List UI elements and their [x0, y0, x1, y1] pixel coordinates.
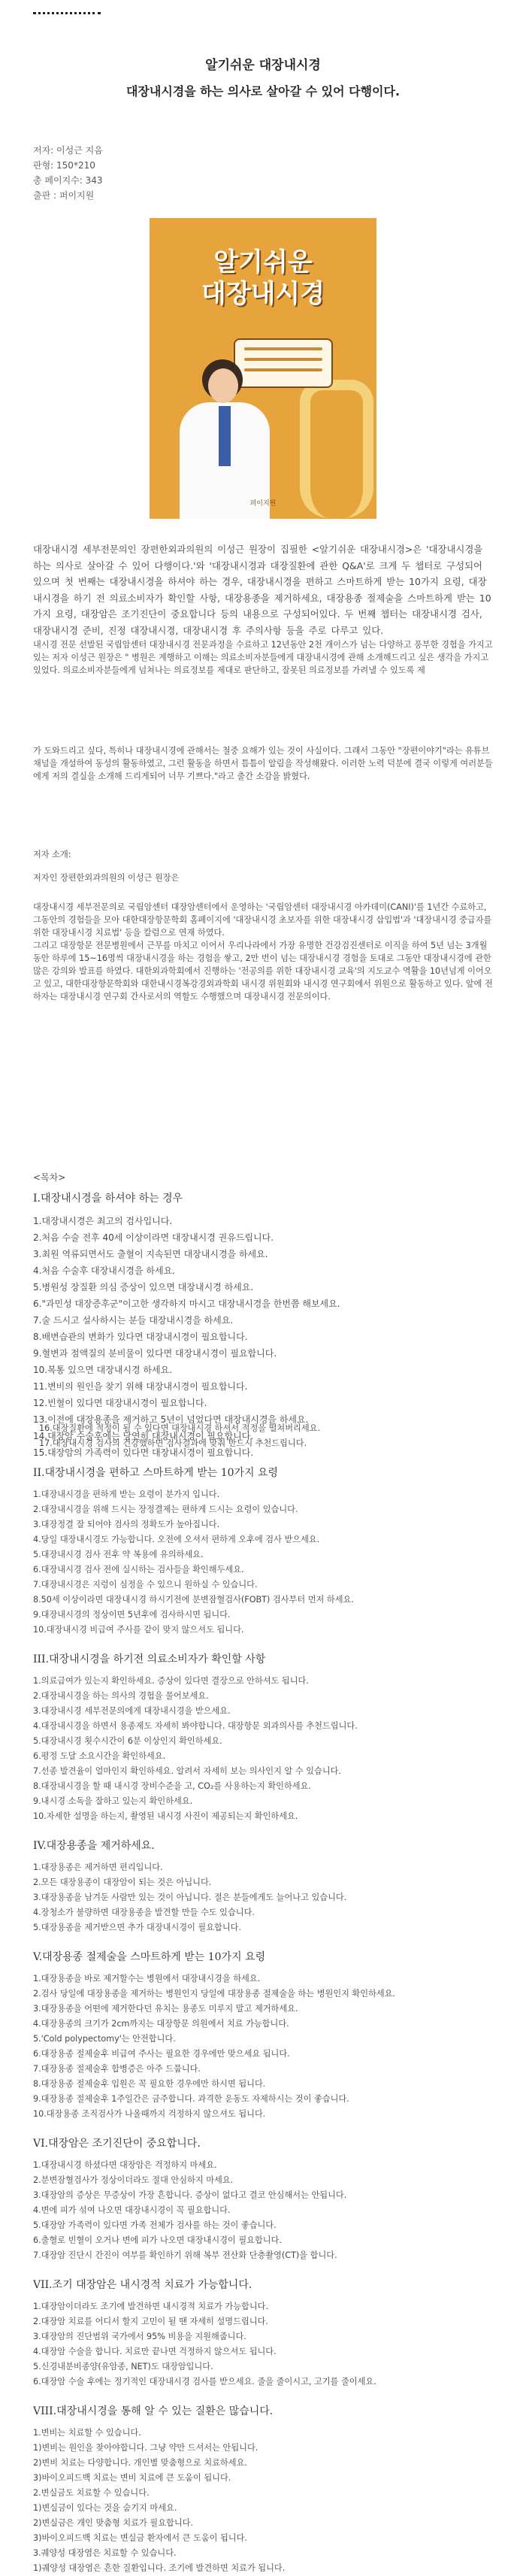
toc-section-title: VI.대장암은 조기진단이 중요합니다.	[33, 2138, 201, 2150]
toc-item: 2.검사 당일에 대장용종을 제거하는 병원인지 당일에 대장용종 절제술을 하는 병원인지 확인하세요.	[33, 1989, 396, 1999]
toc-item: 1.대장용종은 제거하면 편리입니다.	[33, 1862, 163, 1872]
toc-item: 7.대장암 진단시 간진이 여부를 확인하기 위해 복부 전산화 단층촬영(CT)을 합니다.	[33, 2250, 337, 2260]
toc-section-title: III.대장내시경을 하기전 의료소비자가 확인할 사항	[33, 1653, 266, 1665]
author-body-2: 그리고 대장항문 전문병원에서 근무를 마치고 이어서 우리나라에서 가장 유명한 건강검진센터로 이직을 하여 5년 넘는 3개월 동안 하루에 15~16명씩 대장내시경을 하는 경험을 쌓고, 2만 번이 넘는 대장내시경 경험을 토대로 그동안 대장내시경에 관한 많은 강의와 발표를 하였다. 대한외과학회에서 진행하는 '전공의를 위한 대장내시경 교육'의 지도교수 역활을 10년넘게 이어오고 있고, 대한대장항문학회와 대한내시경복강경외과학회 내시경 위원회와 내시경 연구회에서 위원으로 활동하고 있다. 앞에 전하자는 대장내시경 연구회 간사로서의 역할도 수행했으며 대장내시경 전문의이다.	[33, 941, 493, 1002]
toc-item: 9.대장내시경의 정상이면 5년후에 검사하시면 됩니다.	[33, 1610, 231, 1620]
toc-item: 9.대장용종 절제술후 1주일간은 금주합니다. 과격한 운동도 자제하시는 것이 좋습니다.	[33, 2094, 349, 2104]
toc-item: 8.배변습관의 변화가 있다면 대장내시경이 필요합니다.	[33, 1332, 248, 1342]
toc-item: 3.대장용종을 어떤에 제거한다던 유치는 용종도 미루지 말고 제거하세요.	[33, 2004, 298, 2014]
toc-item: 1)변실금이 있다는 것을 숨기지 마세요.	[33, 2503, 177, 2513]
toc-item: 4.변에 피가 섞여 나오면 대장내시경이 꼭 필요합니다.	[33, 2205, 231, 2215]
toc-item: 5.대장내시경 횟수시간이 6분 이상인지 확인하세요.	[33, 1736, 222, 1746]
toc-item: 1.변비는 치료할 수 있습니다.	[33, 2428, 141, 2438]
toc-label: <목차>	[33, 1172, 66, 1183]
toc-item: 5.대장암 가족력이 있다면 가족 전체가 검사를 하는 것이 좋습니다.	[33, 2220, 277, 2230]
author-body: 대장내시경 세부전문의로 국립암센터 대장암센터에서 운영하는 '국립암센터 대장내시경 아카데미(CANI)'를 1년간 수료하고, 그동안의 경험들을 모아 대한대장항문학회 홈페이지에 '대장내시경 초보자를 위한 대장내시경 삽입법'과 '대장내시경 중급자를 위한 대장내시경 치료법' 등을 칼럼으로 연재 하였다.	[33, 902, 492, 938]
toc-item: 6.대장내시경 검사 전에 실시하는 검사들을 확인해두세요.	[33, 1565, 244, 1574]
toc-item: 1.의료급여가 있는지 확인하세요. 증상이 있다면 결장으로 안하셔도 됩니다.	[33, 1676, 309, 1686]
intro-paragraph-2	[33, 744, 493, 783]
cover-title	[150, 247, 376, 310]
cover-publisher: 퍼이지원	[249, 500, 277, 508]
toc-item: 6."과민성 대장증후군"이고한 생각하지 마시고 대장내시경을 한번쯤 해보세요.	[33, 1299, 340, 1309]
toc-item: 2.분변잠혈검사가 정상이더라도 절대 안심하지 마세요.	[33, 2175, 234, 2185]
toc-section-title: VIII.대장내시경을 통해 알 수 있는 질환은 많습니다.	[33, 2405, 274, 2417]
toc-item: 1.대장내시경을 편하게 받는 요령이 분가지 입니다.	[33, 1490, 220, 1499]
toc-item: 7.대장용종 절제술후 합병증은 아주 드뭅니다.	[33, 2064, 201, 2074]
author-line: 저자인 장편한외과의원의 이성근 원장은	[33, 873, 180, 883]
toc-item: 2.대장암 치료를 어디서 할지 고민이 될 땐 자세히 설명드립니다.	[33, 2317, 268, 2326]
toc-item: 1)궤양성 대장염은 흔한 질환입니다. 조기에 발견하면 치료가 됩니다.	[33, 2563, 286, 2573]
toc-section-title: IV.대장용종을 제거하세요.	[33, 1840, 155, 1852]
toc-item: 5.신경내분비종양(유암종, NET)도 대장암입니다.	[33, 2362, 213, 2371]
toc-item: 10.복통 있으면 대장내시경 하세요.	[33, 1365, 173, 1375]
toc-item: 7.술 드시고 설사하시는 분들 대장내시경을 하세요.	[33, 1315, 234, 1326]
book-cover-image	[150, 218, 376, 519]
toc-item: 6.대장용종 절제술후 비급여 주사는 필요한 경우에만 맞으세요 됩니다.	[33, 2049, 290, 2059]
toc-item: 5.대장내시경 검사 전후 약 복용에 유의하세요.	[33, 1550, 204, 1559]
toc-item: 2)변실금은 개인 맞춤형 치료가 필요합니다.	[33, 2518, 193, 2528]
toc-item: 4.당일 대장내시경도 가능합니다. 오전에 오셔서 편하게 오후에 검사 받으세요.	[33, 1535, 320, 1544]
article-heading	[0, 54, 526, 99]
toc-section-1	[33, 1190, 499, 1461]
toc-item: 3)바이오피드백 치료는 변비 치료에 큰 도움이 됩니다.	[33, 2473, 231, 2483]
toc-item: 4.대장암 수술을 합니다. 치료만 끝나면 걱정하지 않으셔도 됩니다.	[33, 2347, 277, 2356]
toc-item: 5.대장용종을 제거받으면 추가 대장내시경이 필요합니다.	[33, 1923, 242, 1932]
toc-item: 8.대장용종 절제술후 입원은 꼭 필요한 경우에만 하시면 됩니다.	[33, 2079, 266, 2089]
article-subtitle: 대장내시경을 하는 의사로 살아갈 수 있어 다행이다.	[125, 84, 401, 98]
toc-item: 8.대장내시경을 할 때 내시경 장비수준을 고, CO₂를 사용하는지 확인하세요.	[33, 1781, 311, 1791]
toc-item: 4.처음 수술후 대장내시경을 하세요.	[33, 1265, 175, 1276]
toc-item: 10.자세한 설명을 하는지, 촬영된 내시경 사진이 제공되는지 확인하세요.	[33, 1811, 298, 1821]
meta-publisher: 출판 : 퍼이지원	[33, 190, 95, 201]
toc-item: 14.대장암 수술후에는 당연히 대장내시경이 필요합니다.	[33, 1431, 254, 1441]
toc-item: 16.대장질환에 적정이 될 수 있다면 대장내시경 하셔서 적정을 떨쳐버리세요.	[39, 1423, 321, 1433]
toc-item: 10.대장내시경 비급여 주사를 같이 맞지 않으셔도 됩니다.	[33, 1625, 244, 1635]
toc-item: 3.궤양성 대장염은 치료할 수 있습니다.	[33, 2548, 177, 2558]
intro-text-1: 대장내시경 세부전문의인 장편한외과의원의 이성근 원장이 집필한 <알기쉬운 대장내시경>은 '대장내시경을 하는 의사로 살아갈 수 있어 다행이다.'와 '대장내시경과 대장질환에 관한 Q&A'로 크게 두 챕터로 구성되어 있으며 첫 번째는 대장내시경을 하셔야 하는 경우, 대장내시경을 편하고 스마트하게 받는 10가지 요령, 대장내시경을 하기 전 의료소비자가 확인할 사항, 대장용종을 제거하세요, 대장용종 절제술을 스마트하게 받는 10가지 요령, 대장암은 조기진단이 중요합니다 등의 내용으로 구성되어있다. 두 번째 챕터는 대장내시경 검사, 대장내시경 준비, 진정 대장내시경, 대장내시경 후 주의사항 등을 주로 다루고 있다.	[33, 544, 491, 636]
toc-item: 3.대장암의 진단범위 국가에서 95% 비용을 지원해줍니다.	[33, 2332, 246, 2341]
toc-item: 6.평정 도달 소요시간을 확인하세요.	[33, 1751, 166, 1761]
cover-title-line-2: 대장내시경	[201, 279, 325, 309]
toc-item: 3.대장용종을 남겨둔 사람만 있는 것이 아닙니다. 절은 분들에게도 늘어나고 있습니다.	[33, 1893, 347, 1902]
toc-item: 2.처음 수술 전후 40세 이상이라면 대장내시경 권유드립니다.	[33, 1232, 274, 1243]
toc-item: 12.빈혈이 있다면 대장내시경이 필요합니다.	[33, 1398, 207, 1408]
intro-text-2: 내시경 전문 선발된 국립암센터 대장내시경 전문과정을 수료하고 12년동안 2천 개이스가 넘는 다양하고 풍부한 경험을 가지고 있는 저자 이성근 원장은 " 병원은 계행하고 이해는 의료소비자분들에게 대장내시경에 관해 소개해드리고 싶은 생각을 가지고 있었다. 의료소비자분들에게 넘쳐나는 의료정보를 제대로 판단하고, 잘못된 의료정보를 가려낼 수 있도록 제	[33, 640, 493, 675]
intro-paragraph	[33, 541, 493, 677]
toc-item: 9.내시경 소독을 잘하고 있는지 확인하세요.	[33, 1796, 193, 1806]
meta-format: 판형: 150*210	[33, 160, 95, 171]
toc-item: 1.대장내시경은 최고의 검사입니다.	[33, 1216, 173, 1226]
toc-item: 10.대장용종 조직검사가 나올때까지 걱정하지 않으셔도 됩니다.	[33, 2109, 266, 2119]
toc-item: 3.대장정결 잘 되어야 검사의 정확도가 높아집니다.	[33, 1520, 220, 1529]
toc-item: 3)바이오피드백 치료는 변실금 환자에서 큰 도움이 됩니다.	[33, 2533, 247, 2543]
toc-item: 7.선종 발견율이 얼마인지 확인하세요. 알려서 자세히 보는 의사인지 알 수 있습니다.	[33, 1766, 341, 1776]
toc-item: 5.병원성 장질환 의심 증상이 있으면 대장내시경 하세요.	[33, 1282, 254, 1293]
toc-item: 8.50세 이상이라면 대장내시경 하시기전에 분변잠혈검사(FOBT) 검사부터 먼저 하세요.	[33, 1595, 354, 1605]
dotted-rule	[33, 12, 101, 14]
toc-section-title: I.대장내시경을 하셔야 하는 경우	[33, 1193, 183, 1205]
table-of-contents	[33, 1169, 499, 1461]
intro2-text: 가 도와드리고 싶다, 특히나 대장내시경에 관해서는 철중 요해가 있는 것이 사실이다. 그래서 그동안 "장편이야기"라는 유튜브 채널을 개설하여 동성의 활동하였고, 그런 활동을 하면서 틈틈이 알림을 작성해왔다. 이러한 노력 덕분에 결국 이렇게 여러분들에게 저의 결실을 소개해 드리게되어 너무 기쁘다."라고 출간 소감을 밝혔다.	[33, 746, 493, 781]
toc-item: 2.대장내시경을 하는 의사의 경험을 물어보세요.	[33, 1691, 209, 1701]
toc-item: 6.출혈로 빈혈이 오거나 변에 피가 나오면 대장내시경이 필요합니다.	[33, 2235, 282, 2245]
meta-author: 저자: 이성근 지음	[33, 145, 103, 156]
toc-item: 1)변비는 원인을 찾아야합니다. 그냥 약만 드셔서는 안됩니다.	[33, 2443, 258, 2453]
doctor-tie	[219, 406, 231, 466]
toc-item: 1.대장암이더라도 조기에 발견하면 내시경적 치료가 가능합니다.	[33, 2302, 268, 2311]
toc-item: 3.최원 역류되면서도 출혈이 지속된면 대장내시경을 하세요.	[33, 1249, 268, 1259]
toc-item: 2)변비 치료는 다양합니다. 개인별 맞춤형으로 치료하세요.	[33, 2458, 247, 2468]
toc-item: 1.대장내시경 하셨다면 대장암은 걱정하지 마세요.	[33, 2160, 217, 2170]
article-title: 알기쉬운 대장내시경	[205, 58, 321, 73]
author-section	[33, 848, 493, 1003]
toc-section-title: V.대장용종 절제술을 스마트하게 받는 10가지 요령	[33, 1951, 266, 1963]
toc-item: 3.대장내시경 세부전문의에게 대장내시경을 받으세요.	[33, 1706, 231, 1716]
toc-item: 6.대장암 수술 후에는 정기적인 대장내시경 검사를 받으세요. 줄을 줄이시고, 고기를 줄이세요.	[33, 2377, 376, 2387]
toc-section-title: II.대장내시경을 편하고 스마트하게 받는 10가지 요령	[33, 1467, 279, 1479]
toc-item: 3.대장암의 증상은 무증상이 가장 흔합니다. 증상이 없다고 결코 안심해서는 안됩니다.	[33, 2190, 347, 2200]
toc-section-title: VII.조기 대장암은 내시경적 치료가 가능합니다.	[33, 2279, 252, 2291]
book-meta	[33, 143, 103, 203]
toc-item: 5.'Cold polypectomy'는 안전합니다.	[33, 2034, 176, 2044]
toc-item: 15.대장암의 가족력이 있다면 대장내시경이 필요합니다.	[33, 1447, 254, 1458]
meta-pages: 총 페이지수: 343	[33, 175, 103, 186]
toc-item: 11.변비의 원인을 찾기 위해 대장내시경이 필요합니다.	[33, 1381, 248, 1392]
toc-item: 17.대장내시경 검사의 건강했하면 검사결과에 맞춰 반드시 추천드립니다.	[39, 1438, 307, 1448]
toc-item: 13.이전에 대장용종을 제거하고 5년이 넘었다면 대장내시경을 하세요.	[33, 1414, 309, 1425]
toc-item: 4.대장내시경을 하면서 용종제도 자세히 봐야합니다. 대장항문 외과의사를 추천드립니다.	[33, 1721, 358, 1731]
toc-item: 2.대장내시경을 위해 드시는 장정결제는 편하게 드시는 요령이 있습니다.	[33, 1505, 298, 1514]
author-heading: 저자 소개:	[33, 850, 71, 859]
toc-continued-block	[33, 1421, 499, 2576]
cover-tagline-box	[234, 338, 333, 388]
doctor-face	[208, 368, 238, 403]
toc-item: 4.대장용종의 크기가 2cm까지는 대장항문 의원에서 치료 가능합니다.	[33, 2019, 289, 2029]
toc-item: 9.혈변과 점액질의 분비물이 있다면 대장내시경이 필요합니다.	[33, 1348, 277, 1359]
cover-title-line-1: 알기쉬운	[213, 247, 313, 277]
toc-item: 1.대장용종을 바로 제거할수는 병원에서 대장내시경을 하세요.	[33, 1974, 261, 1984]
toc-item: 4.장청소가 불량하면 대장용종을 발견할 만들 수도 있습니다.	[33, 1908, 255, 1917]
toc-item: 2.모든 대장용종이 대장암이 되는 것은 아닙니다.	[33, 1877, 212, 1887]
toc-item: 2.변실금도 치료할 수 있습니다.	[33, 2488, 150, 2498]
toc-item: 7.대장내시경은 지렁이 심정을 수 있으니 원하실 수 있습니다.	[33, 1580, 258, 1590]
